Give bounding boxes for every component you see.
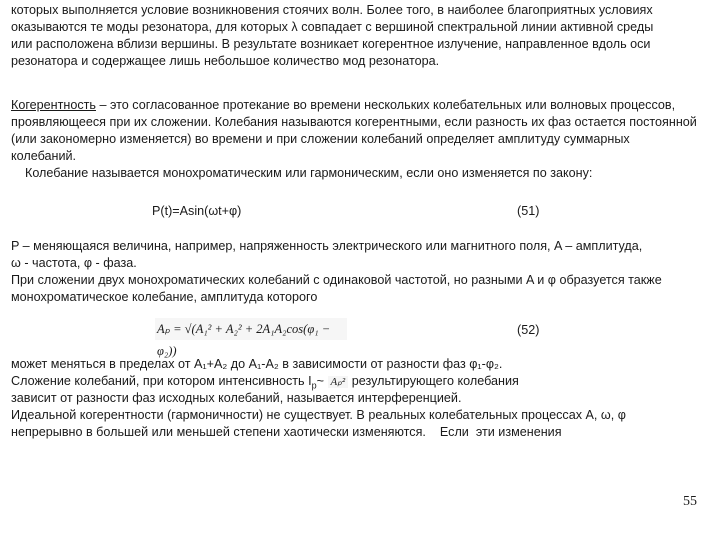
interference-rest: результирующего колебания [348,374,519,388]
text-line-1: которых выполняется условие возникновения стоячих волн. Более того, в наиболее благоприятных условиях [11,3,653,17]
text-line-7: (или закономерно изменяется) во времени и при сложении колебаний определяет амплитуду суммарных [11,132,630,146]
text-line-4: резонатора и содержащее лишь небольшое количество мод резонатора. [11,54,440,68]
text-line-8: колебаний. [11,149,77,163]
text-line-6: проявляющееся при их сложении. Колебания называются когерентными, если разность их фаз остается постоянной [11,115,697,129]
text-line-9: Колебание называется монохроматическим или гармоническим, если оно изменяется по закону: [11,166,593,180]
amplitude-squared-formula: Aₚ² [328,376,349,388]
equation-number-52: (52) [517,323,540,337]
text-line-12: При сложении двух монохроматических колебаний с одинаковой частотой, но разными A и φ образуется также [11,273,662,287]
text-line-10: P – меняющаяся величина, например, напряженность электрического или магнитного поля, A – амплитуда, [11,239,643,253]
text-line-17: Идеальной когерентности (гармоничности) не существует. В реальных колебательных процессах A, ω, φ [11,408,626,422]
page-number: 55 [683,494,697,509]
text-line-coherence-definition [11,97,711,113]
intensity-subscript: p [311,380,317,391]
text-line-2: оказываются те моды резонатора, для которых λ совпадает с вершиной спектральной линии активной среды [11,20,654,34]
text-line-13: монохроматическое колебание, амплитуда которого [11,290,318,304]
definition-text: – это согласованное протекание во времени нескольких колебательных или волновых процессов, [95,98,676,112]
text-line-11: ω - частота, φ - фаза. [11,256,137,270]
term-coherence-link[interactable]: Когерентность [11,98,96,112]
text-line-18: непрерывно в большей или меньшей степени хаотически изменяются. Если эти изменения [11,425,562,439]
equation-number-51: (51) [517,204,540,218]
formula-51: P(t)=Asin(ωt+φ) [152,204,242,218]
interference-intro: Сложение колебаний, при котором интенсивность I [11,374,312,388]
text-line-16: зависит от разности фаз исходных колебаний, называется интерференцией. [11,391,462,405]
formula-52: Aₚ = √(A₁² + A₂² + 2A₁A₂cos(φ₁ − φ₂)) [155,318,347,340]
text-line-3: или расположена вблизи вершины. В результате возникает когерентное излучение, направленное вдоль оси [11,37,651,51]
proportional-sign: ~ [316,374,324,388]
text-line-14: может меняться в пределах от A₁+A₂ до A₁-A₂ в зависимости от разности фаз φ₁-φ₂. [11,357,503,371]
